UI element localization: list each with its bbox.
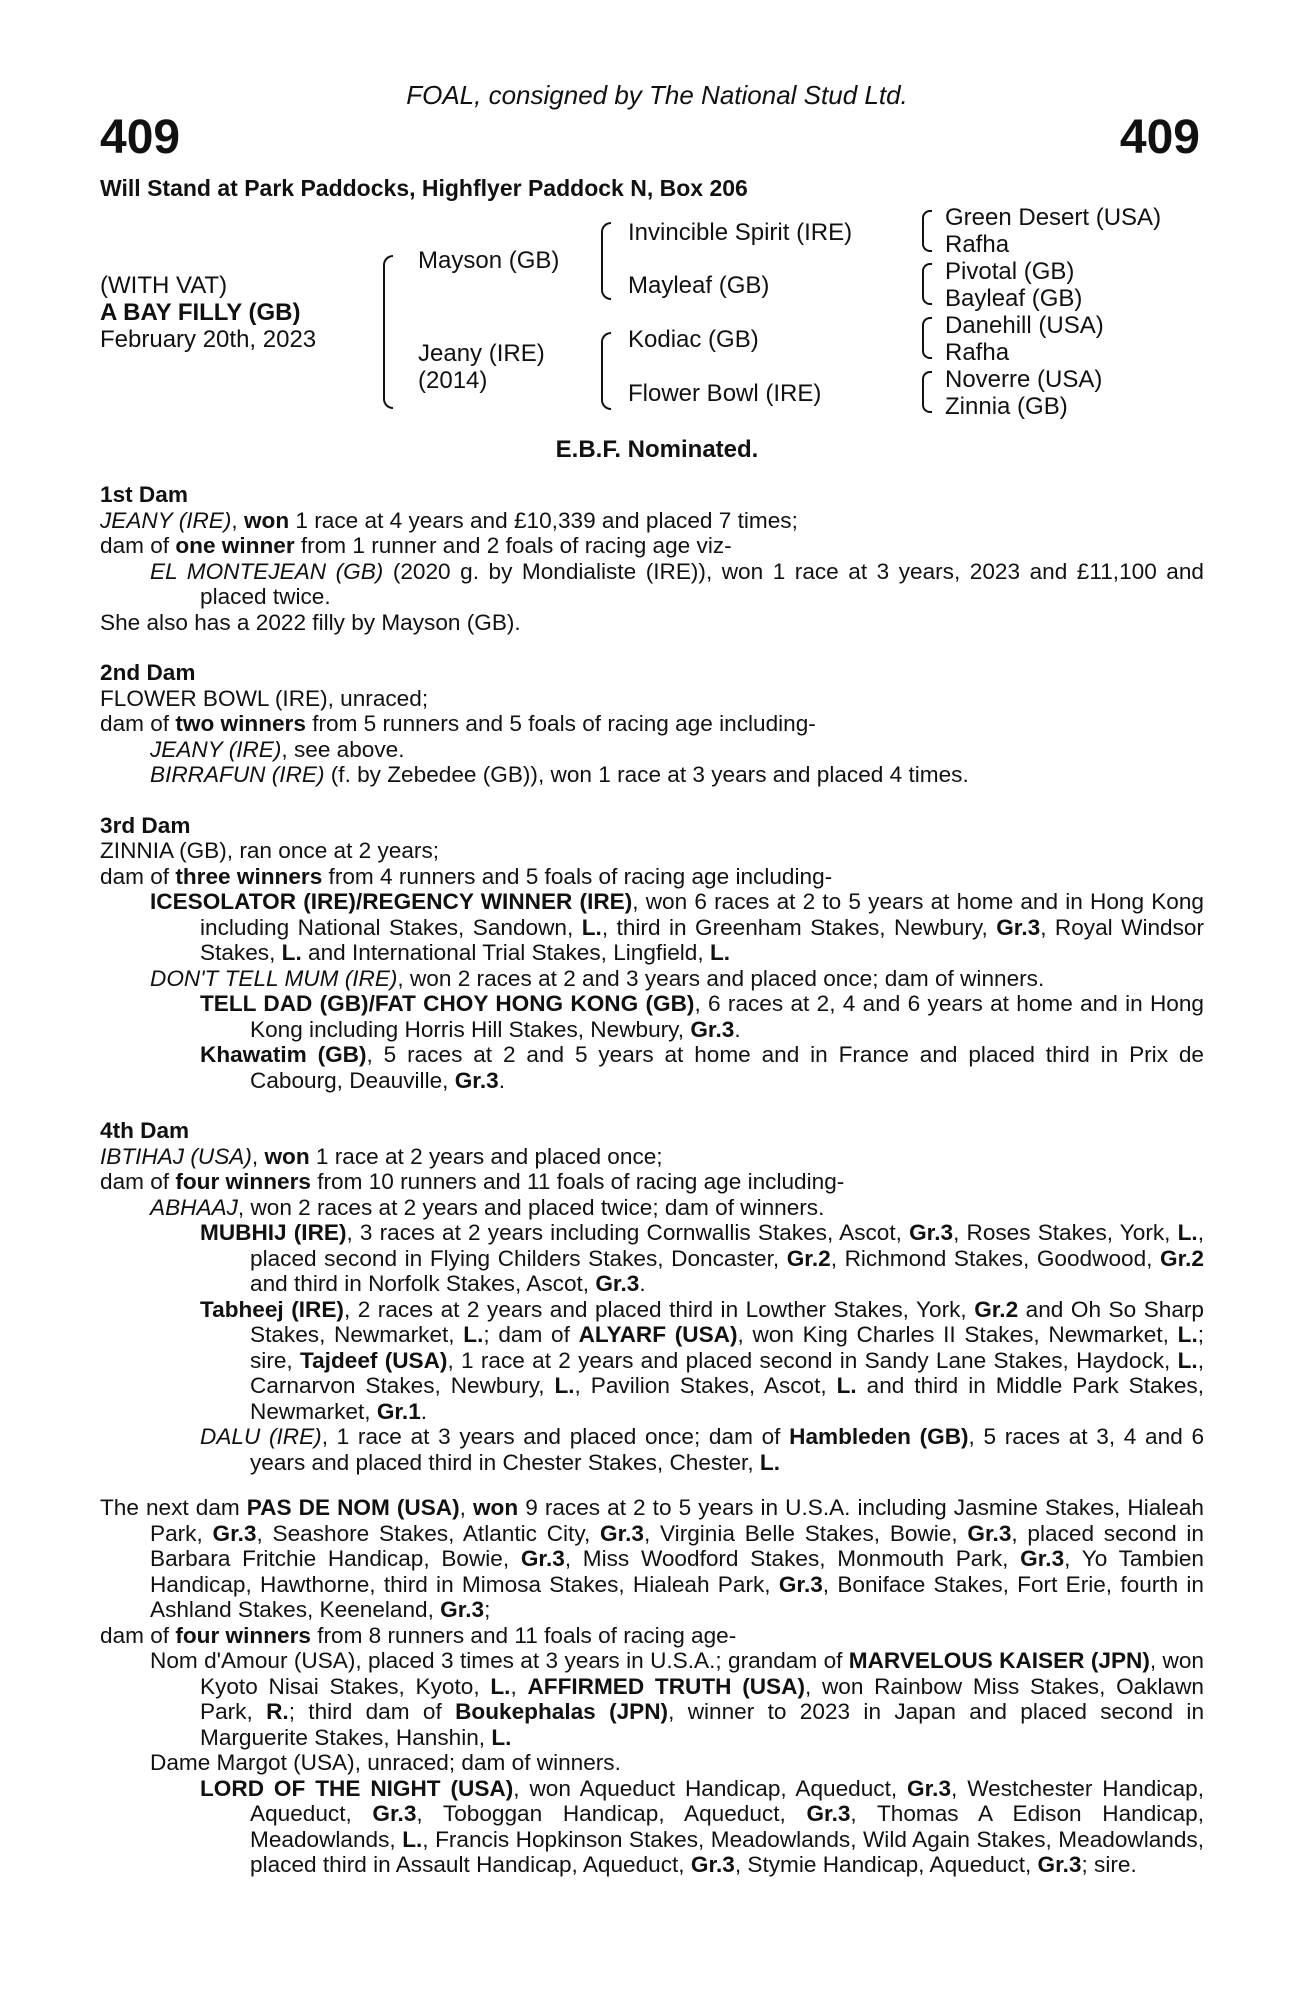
gen3-8: Zinnia (GB)	[945, 393, 1068, 420]
lot-number-right: 409	[1119, 111, 1200, 164]
brace-g3	[922, 317, 932, 359]
foaling-date: February 20th, 2023	[100, 326, 317, 353]
first-dam-section	[100, 482, 1204, 635]
sire-sire: Invincible Spirit (IRE)	[628, 219, 853, 246]
sire-dam: Mayleaf (GB)	[628, 272, 770, 299]
second-dam-section	[100, 660, 1204, 788]
stand-location: Will Stand at Park Paddocks, Highflyer Paddock N, Box 206	[100, 175, 748, 201]
gen3-2: Rafha	[945, 231, 1010, 258]
gen3-4: Bayleaf (GB)	[945, 285, 1083, 312]
dam-line: FLOWER BOWL (IRE), unraced;	[100, 685, 429, 711]
dam-dam: Flower Bowl (IRE)	[628, 380, 822, 407]
vat-note: (WITH VAT)	[100, 272, 228, 299]
lot-name: A BAY FILLY (GB)	[100, 299, 301, 326]
progeny-entry: MUBHIJ (IRE), 3 races at 2 years including Cornwallis Stakes, Ascot, Gr.3, Roses Stakes, York, L., placed second in Flying Childers Stakes, Doncaster, Gr.2, Richmond Stakes, Goodwood, Gr.2 and third in Norfolk Stakes, Ascot, Gr.3.	[200, 1220, 1204, 1296]
produce-line: dam of one winner from 1 runner and 2 foals of racing age viz-	[100, 533, 732, 558]
progeny-entry: Khawatim (GB), 5 races at 2 and 5 years at home and in France and placed third in Prix de Cabourg, Deauville, Gr.3.	[200, 1042, 1204, 1093]
consignor-line: FOAL, consigned by The National Stud Ltd.	[406, 80, 908, 110]
progeny-entry: TELL DAD (GB)/FAT CHOY HONG KONG (GB), 6 races at 2, 4 and 6 years at home and in Hong Kong including Horris Hill Stakes, Newbury, Gr.3.	[200, 991, 1204, 1042]
progeny-entry: Tabheej (IRE), 2 races at 2 years and placed third in Lowther Stakes, York, Gr.2 and Oh So Sharp Stakes, Newmarket, L.; dam of ALYARF (USA), won King Charles II Stakes, Newmarket, L.; sire, Tajdeef (USA), 1 race at 2 years and placed second in Sandy Lane Stakes, Haydock, L., Carnarvon Stakes, Newbury, L., Pavilion Stakes, Ascot, L. and third in Middle Park Stakes, Newmarket, Gr.1.	[200, 1296, 1205, 1424]
dam: Jeany (IRE)	[418, 340, 545, 367]
progeny-entry: ICESOLATOR (IRE)/REGENCY WINNER (IRE), won 6 races at 2 to 5 years at home and in Hong Kong including National Stakes, Sandown, L., third in Greenham Stakes, Newbury, Gr.3, Royal Windsor Stakes, L. and International Trial Stakes, Lingfield, L.	[150, 889, 1204, 965]
section-heading: 1st Dam	[100, 482, 188, 507]
note-line: She also has a 2022 filly by Mayson (GB).	[100, 609, 521, 635]
dam-line: IBTIHAJ (USA), won 1 race at 2 years and placed once;	[100, 1143, 663, 1169]
dam-line: The next dam PAS DE NOM (USA), won 9 races at 2 to 5 years in U.S.A. including Jasmine Stakes, Hialeah Park, Gr.3, Seashore Stakes, Atlantic City, Gr.3, Virginia Belle Stakes, Bowie, Gr.3, placed second in Barbara Fritchie Handicap, Bowie, Gr.3, Miss Woodford Stakes, Monmouth Park, Gr.3, Yo Tambien Handicap, Hawthorne, third in Mimosa Stakes, Hialeah Park, Gr.3, Boniface Stakes, Fort Erie, fourth in Ashland Stakes, Keeneland, Gr.3;	[100, 1495, 1204, 1622]
brace-sire	[601, 222, 611, 300]
section-heading: 2nd Dam	[100, 660, 196, 685]
dam-line: ZINNIA (GB), ran once at 2 years;	[100, 838, 440, 863]
progeny-entry: EL MONTEJEAN (GB) (2020 g. by Mondialiste (IRE)), won 1 race at 3 years, 2023 and £11,100 and placed twice.	[150, 558, 1205, 609]
lot-number-left: 409	[100, 111, 181, 164]
gen3-1: Green Desert (USA)	[945, 204, 1162, 231]
produce-line: dam of three winners from 4 runners and 5 foals of racing age including-	[100, 863, 833, 889]
brace-g4	[922, 371, 932, 413]
sire: Mayson (GB)	[418, 247, 560, 274]
dam-sire: Kodiac (GB)	[628, 326, 759, 353]
gen3-5: Danehill (USA)	[945, 312, 1104, 339]
progeny-entry: ABHAAJ, won 2 races at 2 years and placed twice; dam of winners.	[150, 1194, 825, 1220]
section-heading: 3rd Dam	[100, 812, 191, 838]
ebf-nominated: E.B.F. Nominated.	[555, 436, 759, 463]
fourth-dam-section	[100, 1118, 1204, 1475]
produce-line: dam of four winners from 10 runners and 11 foals of racing age including-	[100, 1169, 845, 1194]
progeny-entry: LORD OF THE NIGHT (USA), won Aqueduct Handicap, Aqueduct, Gr.3, Westchester Handicap, Aqueduct, Gr.3, Toboggan Handicap, Aqueduct, Gr.3, Thomas A Edison Handicap, Meadowlands, L., Francis Hopkinson Stakes, Meadowlands, Wild Again Stakes, Meadowlands, placed third in Assault Handicap, Aqueduct, Gr.3, Stymie Handicap, Aqueduct, Gr.3; sire.	[200, 1775, 1205, 1877]
brace-lot	[383, 255, 393, 409]
third-dam-section	[100, 813, 1204, 1094]
progeny-entry: Dame Margot (USA), unraced; dam of winners.	[150, 1750, 621, 1775]
gen3-6: Rafha	[945, 339, 1010, 366]
dam-line: JEANY (IRE), won 1 race at 4 years and £10,339 and placed 7 times;	[100, 507, 798, 533]
gen3-7: Noverre (USA)	[945, 366, 1103, 393]
section-heading: 4th Dam	[100, 1118, 190, 1143]
brace-dam	[601, 332, 611, 410]
progeny-entry: BIRRAFUN (IRE) (f. by Zebedee (GB)), won 1 race at 3 years and placed 4 times.	[150, 762, 969, 787]
gen3-3: Pivotal (GB)	[945, 258, 1075, 285]
pedigree-body	[100, 482, 1204, 1903]
dam-year: (2014)	[418, 367, 488, 394]
produce-line: dam of two winners from 5 runners and 5 foals of racing age including-	[100, 711, 816, 736]
produce-line: dam of four winners from 8 runners and 11 foals of racing age-	[100, 1622, 737, 1648]
brace-g1	[922, 210, 932, 252]
next-dam-section	[100, 1495, 1204, 1878]
progeny-entry: DALU (IRE), 1 race at 3 years and placed once; dam of Hambleden (GB), 5 races at 3, 4 and 6 years and placed third in Chester Stakes, Chester, L.	[200, 1424, 1205, 1475]
brace-g2	[922, 263, 932, 305]
progeny-entry: DON'T TELL MUM (IRE), won 2 races at 2 and 3 years and placed once; dam of winners.	[150, 965, 1045, 991]
progeny-entry: JEANY (IRE), see above.	[150, 736, 405, 762]
progeny-entry: Nom d'Amour (USA), placed 3 times at 3 years in U.S.A.; grandam of MARVELOUS KAISER (JPN), won Kyoto Nisai Stakes, Kyoto, L., AFFIRMED TRUTH (USA), won Rainbow Miss Stakes, Oaklawn Park, R.; third dam of Boukephalas (JPN), winner to 2023 in Japan and placed second in Marguerite Stakes, Hanshin, L.	[150, 1648, 1205, 1750]
